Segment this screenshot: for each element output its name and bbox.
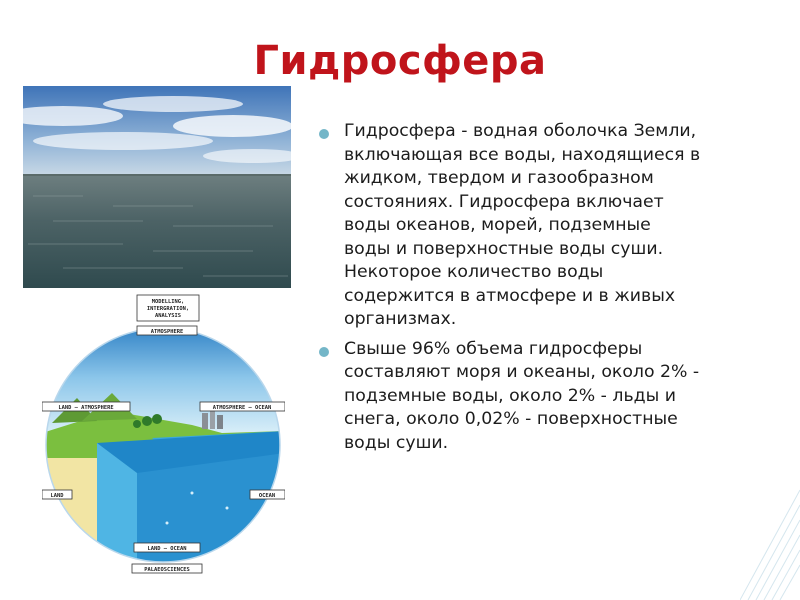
label-land-ocean: LAND – OCEAN (147, 546, 187, 552)
label-modelling-2: INTERGRATION, (146, 306, 190, 312)
bullet-dot-icon (319, 129, 329, 139)
sea-photo (23, 86, 291, 288)
bullet-dot-icon (319, 347, 329, 357)
label-modelling-3: ANALYSIS (155, 313, 181, 319)
bullet-item-definition (316, 120, 786, 332)
label-land: LAND (50, 493, 64, 499)
bullet-item-composition (316, 338, 786, 456)
label-land-atmosphere: LAND – ATMOSPHERE (58, 405, 114, 411)
corner-decoration (740, 480, 800, 600)
bullet-text: Гидросфера - водная оболочка Земли, включающая все воды, находящиеся в жидком, твердом и газообразном состояниях. Гидросфера включает воды океанов, морей, подземные воды и поверхностные воды суши. Некоторое количество воды содержится в атмосфере и в живых организмах. (344, 121, 701, 329)
bullet-text: Свыше 96% объема гидросферы составляют моря и океаны, около 2% - подземные воды, около 2% - льды и снега, около 0,02% - поверхностные воды суши. (344, 338, 700, 453)
label-modelling-1: MODELLING, (151, 299, 185, 305)
bullet-list (316, 120, 786, 461)
label-atmosphere-ocean: ATMOSPHERE – OCEAN (212, 405, 272, 411)
water-cycle-diagram (42, 293, 285, 580)
label-atmosphere: ATMOSPHERE (150, 329, 184, 335)
label-palaeosciences: PALAEOSCIENCES (144, 567, 190, 573)
label-ocean: OCEAN (258, 493, 276, 499)
slide-title: Гидросфера (253, 38, 547, 84)
